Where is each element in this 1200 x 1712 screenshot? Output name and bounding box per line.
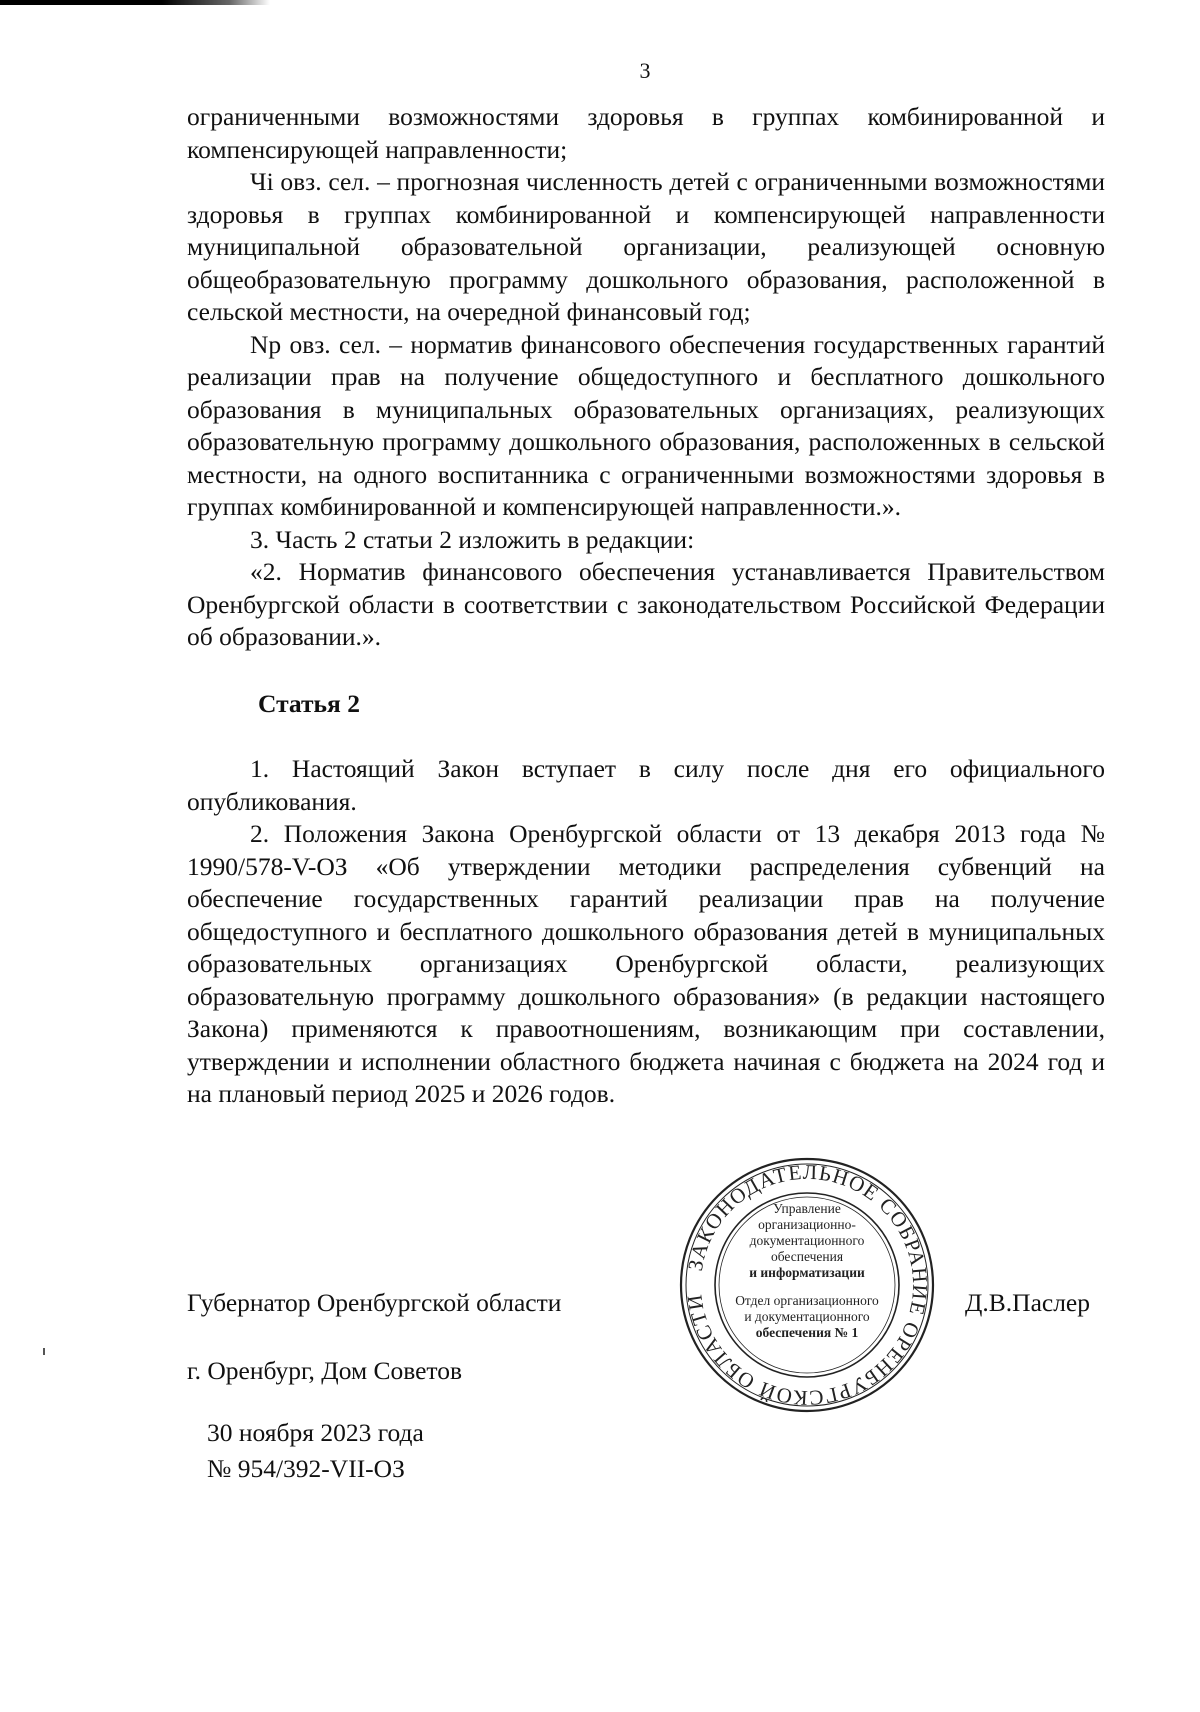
scan-edge-mark <box>0 0 270 5</box>
signing-date: 30 ноября 2023 года <box>207 1418 424 1447</box>
document-body <box>187 101 1105 1111</box>
seal-line: организационно- <box>758 1217 856 1232</box>
article-paragraph-1: 1. Настоящий Закон вступает в силу после дня его официального опубликования. <box>187 754 1105 816</box>
article-heading: Статья 2 <box>258 688 360 718</box>
seal-line: и информатизации <box>749 1265 865 1280</box>
seal-line: обеспечения <box>770 1249 844 1264</box>
paragraph-amendment-3: 3. Часть 2 статьи 2 изложить в редакции: <box>250 524 695 554</box>
article-paragraph-2: 2. Положения Закона Оренбургской области от 13 декабря 2013 года № 1990/578-V-ОЗ «Об утверждении методики распределения субвенций на обеспечение государственных гарантий реализации прав на получение общедоступного и бесплатного дошкольного образования детей в муниципальных образовательных организациях Оренбургской области, реализующих образовательную программу дошкольного образования» (в редакции настоящего Закона) применяются к правоотношениям, возникающим при составлении, утверждении и исполнении областного бюджета начиная с бюджета на 2024 год и на плановый период 2025 и 2026 годов. <box>187 819 1105 1108</box>
seal-line: Управление <box>773 1201 841 1216</box>
law-number: № 954/392-VII-ОЗ <box>207 1454 405 1483</box>
seal-line: и документационного <box>744 1309 870 1324</box>
signatory-name: Д.В.Паслер <box>965 1288 1090 1317</box>
signing-place: г. Оренбург, Дом Советов <box>187 1356 463 1385</box>
paragraph-np-definition: Np овз. сел. – норматив финансового обеспечения государственных гарантий реализации прав на получение общедоступного и бесплатного дошкольного образования в муниципальных образовательных организациях, реализующих образовательную программу дошкольного образования, расположенных в сельской местности, на одного воспитанника с ограниченными возможностями здоровья в группах комбинированной и компенсирующей направленности.». <box>187 329 1105 521</box>
seal-ring-text: ЗАКОНОДАТЕЛЬНОЕ СОБРАНИЕ ОРЕНБУРГСКОЙ ОБЛАСТИ <box>682 1159 933 1411</box>
paragraph-chi-definition: Чi овз. сел. – прогнозная численность детей с ограниченными возможностями здоровья в группах комбинированной и компенсирующей направленности муниципальной образовательной организации, реализующей основную общеобразовательную программу дошкольного образования, расположенной в сельской местности, на очередной финансовый год; <box>187 167 1105 326</box>
scan-speck <box>43 1348 45 1355</box>
seal-inner-text <box>725 1201 889 1341</box>
seal-line: обеспечения № 1 <box>755 1325 859 1340</box>
paragraph-amendment-text: «2. Норматив финансового обеспечения устанавливается Правительством Оренбургской области в соответствии с законодательством Российской Федерации об образовании.». <box>187 557 1105 651</box>
paragraph-continuation: ограниченными возможностями здоровья в группах комбинированной и компенсирующей направленности; <box>187 102 1105 164</box>
seal-line: документационного <box>749 1233 865 1248</box>
seal-line: Отдел организационного <box>735 1293 879 1308</box>
signatory-title: Губернатор Оренбургской области <box>187 1288 562 1317</box>
page-number: 3 <box>639 58 651 83</box>
